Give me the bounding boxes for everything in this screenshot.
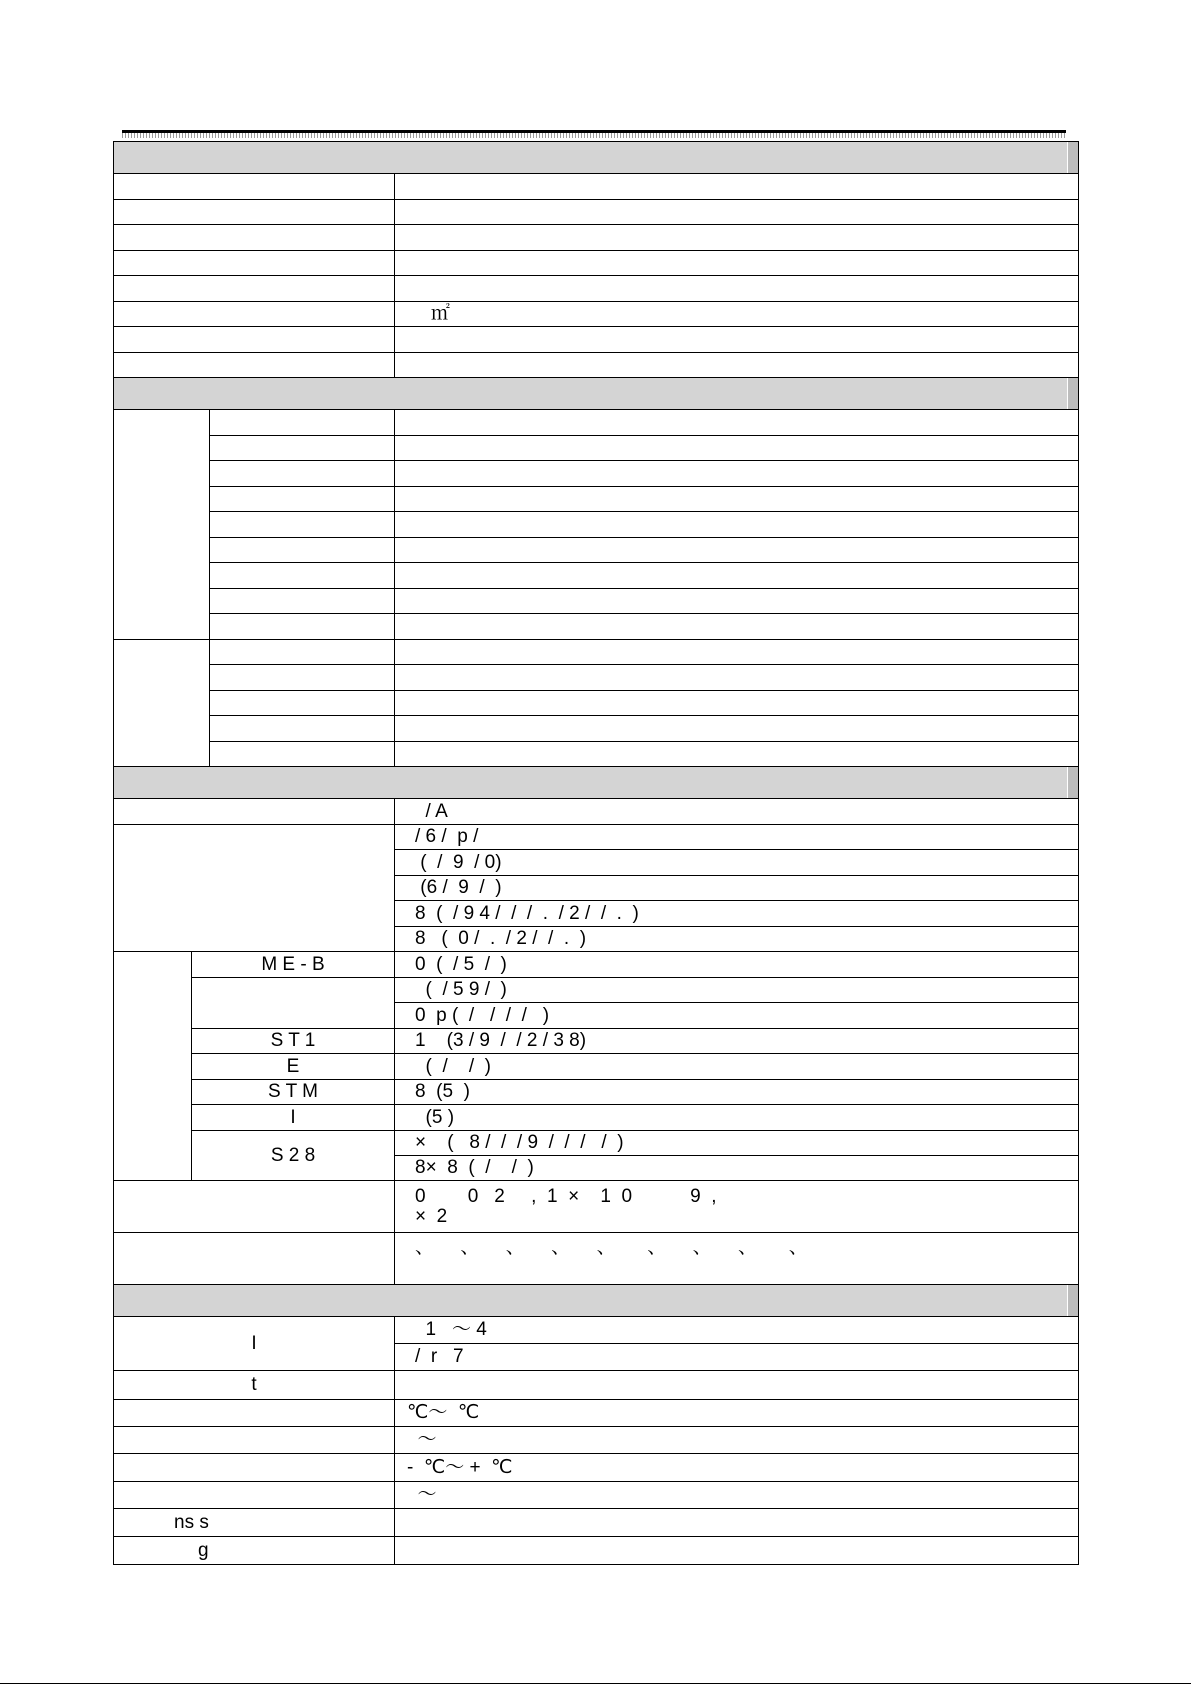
row-value: ( / / )	[395, 1054, 1079, 1080]
row-value	[395, 538, 1079, 563]
header-rule-hatch	[122, 133, 1066, 138]
group-label	[114, 952, 192, 1181]
row-value	[395, 665, 1079, 691]
row-label	[210, 487, 395, 512]
row-value	[395, 436, 1079, 461]
row-value: ℃～ ℃	[395, 1400, 1079, 1427]
row-value: ( / 5 9 / )	[395, 978, 1079, 1003]
table-row	[114, 799, 1079, 825]
table-row	[114, 200, 1079, 225]
row-label	[114, 353, 395, 378]
table-row	[114, 1029, 1079, 1054]
table-row	[114, 952, 1079, 978]
row-value: 8 ( 0 / . / 2 / / . )	[395, 927, 1079, 952]
row-label	[114, 1427, 395, 1454]
row-label	[114, 1181, 395, 1233]
row-label	[210, 436, 395, 461]
row-value	[395, 174, 1079, 200]
table-row	[114, 665, 1079, 691]
row-value: / 6 / p /	[395, 825, 1079, 850]
row-value: ㎡	[395, 302, 1079, 327]
row-label	[210, 691, 395, 716]
section-header-3	[114, 767, 1079, 799]
row-value	[395, 276, 1079, 302]
table-row	[114, 1400, 1079, 1427]
table-row	[114, 302, 1079, 327]
row-value: 1 (3 / 9 / / 2 / 3 8)	[395, 1029, 1079, 1054]
table-row	[114, 1371, 1079, 1400]
row-label	[210, 538, 395, 563]
table-row	[114, 1233, 1079, 1285]
row-label	[114, 251, 395, 276]
row-label: t	[114, 1371, 395, 1400]
sub-label: S 2 8	[192, 1131, 395, 1181]
table-row	[114, 563, 1079, 589]
table-row	[114, 1427, 1079, 1454]
row-value-multiline: 、 、 、 、 、 、 、 、 、	[395, 1233, 1079, 1285]
sub-label: S T M	[192, 1080, 395, 1105]
row-value-multiline: 0 0 2 , 1 × 1 0 9 , × 2	[395, 1181, 1079, 1233]
row-value	[395, 512, 1079, 538]
row-value: / r 7	[395, 1344, 1079, 1371]
table-row	[114, 1131, 1079, 1156]
table-row	[114, 978, 1079, 1003]
row-value	[395, 410, 1079, 436]
row-value	[395, 614, 1079, 640]
row-label	[210, 589, 395, 614]
sub-label: M E - B	[192, 952, 395, 978]
row-value	[395, 327, 1079, 353]
row-label	[114, 327, 395, 353]
table-row	[114, 640, 1079, 665]
row-value: 8 (5 )	[395, 1080, 1079, 1105]
row-value	[395, 589, 1079, 614]
section-shade	[1067, 767, 1078, 798]
row-label	[210, 742, 395, 767]
row-label	[114, 799, 395, 825]
row-label	[210, 410, 395, 436]
row-label	[114, 225, 395, 251]
row-value: 0 ( / 5 / )	[395, 952, 1079, 978]
row-label	[114, 174, 395, 200]
row-value: ～	[395, 1427, 1079, 1454]
table-row	[114, 327, 1079, 353]
row-label: g	[114, 1537, 395, 1565]
row-value	[395, 1509, 1079, 1537]
sub-label: S T 1	[192, 1029, 395, 1054]
row-label	[114, 825, 395, 952]
row-value: ～	[395, 1482, 1079, 1509]
table-row	[114, 1080, 1079, 1105]
table-row	[114, 276, 1079, 302]
table-row	[114, 1054, 1079, 1080]
row-value: / A	[395, 799, 1079, 825]
row-value: (6 / 9 / )	[395, 876, 1079, 901]
row-label	[114, 1400, 395, 1427]
row-value: ( / 9 / 0)	[395, 850, 1079, 876]
row-label	[114, 200, 395, 225]
row-value	[395, 200, 1079, 225]
row-label	[210, 716, 395, 742]
table-row	[114, 1317, 1079, 1344]
section-header-4	[114, 1285, 1079, 1317]
section-header-1	[114, 142, 1079, 174]
section-header-cell	[114, 378, 1079, 410]
table-row	[114, 1105, 1079, 1131]
row-label	[114, 1454, 395, 1482]
section-header-2	[114, 378, 1079, 410]
section-header-cell	[114, 1285, 1079, 1317]
row-label	[210, 512, 395, 538]
row-value	[395, 742, 1079, 767]
sub-label: E	[192, 1054, 395, 1080]
table-row	[114, 825, 1079, 850]
section-shade	[1067, 1285, 1078, 1316]
row-label	[210, 665, 395, 691]
row-label	[114, 276, 395, 302]
row-value	[395, 487, 1079, 512]
table-row	[114, 461, 1079, 487]
row-label: I	[114, 1317, 395, 1371]
row-value: 8× 8 ( / / )	[395, 1156, 1079, 1181]
row-value	[395, 691, 1079, 716]
row-label	[210, 461, 395, 487]
row-value	[395, 1537, 1079, 1565]
row-label	[210, 563, 395, 589]
page-bottom-line	[0, 1683, 1191, 1684]
row-label: ns s	[114, 1509, 395, 1537]
section-shade	[1067, 142, 1078, 173]
row-value: (5 )	[395, 1105, 1079, 1131]
row-value	[395, 461, 1079, 487]
table-row	[114, 1482, 1079, 1509]
group-label	[114, 410, 210, 640]
section-header-cell	[114, 767, 1079, 799]
row-value: × ( 8 / / / 9 / / / / )	[395, 1131, 1079, 1156]
row-label	[114, 1233, 395, 1285]
table-row	[114, 691, 1079, 716]
table-row	[114, 589, 1079, 614]
row-value: - ℃～ + ℃	[395, 1454, 1079, 1482]
row-label	[114, 302, 395, 327]
row-value	[395, 251, 1079, 276]
sub-label	[192, 978, 395, 1029]
sub-label: I	[192, 1105, 395, 1131]
section-header-cell	[114, 142, 1079, 174]
row-value: 1 ～ 4	[395, 1317, 1079, 1344]
row-value: 8 ( / 9 4 / / / . / 2 / / . )	[395, 901, 1079, 927]
table-row	[114, 410, 1079, 436]
table-row	[114, 512, 1079, 538]
row-value	[395, 353, 1079, 378]
table-row	[114, 353, 1079, 378]
spec-table	[113, 141, 1079, 1565]
table-row	[114, 614, 1079, 640]
table-row	[114, 1537, 1079, 1565]
row-value	[395, 716, 1079, 742]
table-row	[114, 225, 1079, 251]
group-label	[114, 640, 210, 767]
row-label	[114, 1482, 395, 1509]
table-row	[114, 716, 1079, 742]
section-shade	[1067, 378, 1078, 409]
row-value	[395, 225, 1079, 251]
row-value: 0 p ( / / / / )	[395, 1003, 1079, 1029]
row-value	[395, 563, 1079, 589]
row-label	[210, 614, 395, 640]
table-row	[114, 436, 1079, 461]
row-value	[395, 640, 1079, 665]
table-row	[114, 174, 1079, 200]
table-row	[114, 1454, 1079, 1482]
row-label	[210, 640, 395, 665]
table-row	[114, 251, 1079, 276]
table-row	[114, 538, 1079, 563]
table-row	[114, 487, 1079, 512]
table-row	[114, 1181, 1079, 1233]
table-row	[114, 1509, 1079, 1537]
table-row	[114, 742, 1079, 767]
row-value	[395, 1371, 1079, 1400]
